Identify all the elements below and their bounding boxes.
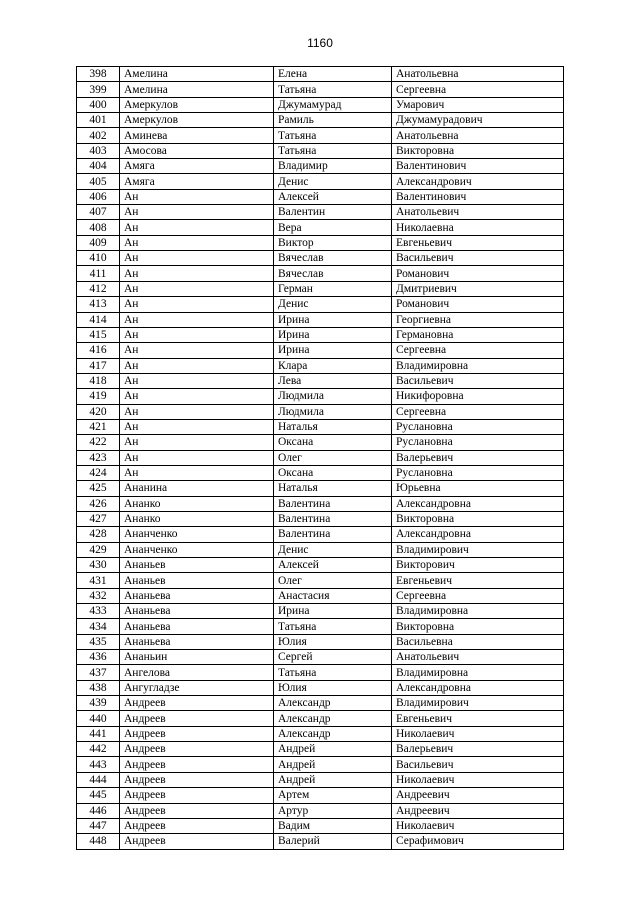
registry-rows (77, 67, 564, 850)
patronymic-cell: Николаевна (392, 220, 564, 235)
row-number-cell: 431 (77, 573, 120, 588)
row-number-cell: 407 (77, 205, 120, 220)
table-row (77, 67, 564, 82)
row-number-cell: 419 (77, 389, 120, 404)
patronymic-cell: Сергеевна (392, 343, 564, 358)
table-row (77, 757, 564, 772)
first-name-cell: Александр (274, 696, 392, 711)
row-number-cell: 406 (77, 189, 120, 204)
first-name-cell: Вадим (274, 818, 392, 833)
table-row (77, 220, 564, 235)
table-row (77, 143, 564, 158)
row-number-cell: 441 (77, 726, 120, 741)
row-number-cell: 440 (77, 711, 120, 726)
row-number-cell: 403 (77, 143, 120, 158)
last-name-cell: Ан (120, 251, 274, 266)
first-name-cell: Юлия (274, 634, 392, 649)
row-number-cell: 410 (77, 251, 120, 266)
patronymic-cell: Анатольевна (392, 67, 564, 82)
table-row (77, 481, 564, 496)
last-name-cell: Ананьин (120, 650, 274, 665)
last-name-cell: Ананьев (120, 558, 274, 573)
row-number-cell: 412 (77, 281, 120, 296)
first-name-cell: Денис (274, 297, 392, 312)
first-name-cell: Артем (274, 788, 392, 803)
first-name-cell: Олег (274, 450, 392, 465)
table-row (77, 189, 564, 204)
last-name-cell: Ан (120, 435, 274, 450)
first-name-cell: Татьяна (274, 82, 392, 97)
row-number-cell: 422 (77, 435, 120, 450)
last-name-cell: Амяга (120, 159, 274, 174)
first-name-cell: Татьяна (274, 665, 392, 680)
patronymic-cell: Викторовна (392, 511, 564, 526)
first-name-cell: Денис (274, 542, 392, 557)
table-row (77, 435, 564, 450)
last-name-cell: Ананченко (120, 527, 274, 542)
first-name-cell: Наталья (274, 481, 392, 496)
table-row (77, 803, 564, 818)
patronymic-cell: Васильевич (392, 251, 564, 266)
patronymic-cell: Сергеевна (392, 588, 564, 603)
table-row (77, 680, 564, 695)
page-number: 1160 (307, 36, 333, 50)
patronymic-cell: Георгиевна (392, 312, 564, 327)
last-name-cell: Андреев (120, 711, 274, 726)
table-row (77, 465, 564, 480)
row-number-cell: 448 (77, 834, 120, 849)
patronymic-cell: Руслановна (392, 419, 564, 434)
row-number-cell: 433 (77, 604, 120, 619)
patronymic-cell: Валерьевич (392, 742, 564, 757)
patronymic-cell: Анатольевич (392, 650, 564, 665)
last-name-cell: Андреев (120, 742, 274, 757)
last-name-cell: Ан (120, 419, 274, 434)
row-number-cell: 436 (77, 650, 120, 665)
first-name-cell: Андрей (274, 742, 392, 757)
patronymic-cell: Васильевна (392, 634, 564, 649)
first-name-cell: Вячеслав (274, 266, 392, 281)
row-number-cell: 446 (77, 803, 120, 818)
first-name-cell: Елена (274, 67, 392, 82)
patronymic-cell: Владимирович (392, 542, 564, 557)
table-row (77, 343, 564, 358)
last-name-cell: Ананьева (120, 634, 274, 649)
table-row (77, 818, 564, 833)
last-name-cell: Андреев (120, 726, 274, 741)
table-row (77, 696, 564, 711)
row-number-cell: 423 (77, 450, 120, 465)
table-row (77, 373, 564, 388)
patronymic-cell: Романович (392, 266, 564, 281)
last-name-cell: Андреев (120, 772, 274, 787)
patronymic-cell: Викторович (392, 558, 564, 573)
last-name-cell: Ан (120, 450, 274, 465)
table-row (77, 281, 564, 296)
patronymic-cell: Юрьевна (392, 481, 564, 496)
row-number-cell: 425 (77, 481, 120, 496)
row-number-cell: 418 (77, 373, 120, 388)
table-row (77, 634, 564, 649)
table-row (77, 97, 564, 112)
row-number-cell: 447 (77, 818, 120, 833)
row-number-cell: 411 (77, 266, 120, 281)
first-name-cell: Татьяна (274, 619, 392, 634)
patronymic-cell: Владимирович (392, 696, 564, 711)
row-number-cell: 404 (77, 159, 120, 174)
patronymic-cell: Серафимович (392, 834, 564, 849)
table-row (77, 159, 564, 174)
first-name-cell: Татьяна (274, 128, 392, 143)
table-row (77, 327, 564, 342)
last-name-cell: Ан (120, 389, 274, 404)
table-row (77, 726, 564, 741)
table-row (77, 389, 564, 404)
patronymic-cell: Владимировна (392, 665, 564, 680)
row-number-cell: 408 (77, 220, 120, 235)
last-name-cell: Ан (120, 404, 274, 419)
patronymic-cell: Викторовна (392, 619, 564, 634)
first-name-cell: Артур (274, 803, 392, 818)
patronymic-cell: Романович (392, 297, 564, 312)
last-name-cell: Амяга (120, 174, 274, 189)
last-name-cell: Ангугладзе (120, 680, 274, 695)
first-name-cell: Татьяна (274, 143, 392, 158)
patronymic-cell: Владимировна (392, 358, 564, 373)
patronymic-cell: Джумамурадович (392, 113, 564, 128)
row-number-cell: 444 (77, 772, 120, 787)
table-row (77, 128, 564, 143)
first-name-cell: Джумамурад (274, 97, 392, 112)
row-number-cell: 430 (77, 558, 120, 573)
row-number-cell: 417 (77, 358, 120, 373)
last-name-cell: Андреев (120, 803, 274, 818)
last-name-cell: Ан (120, 312, 274, 327)
table-row (77, 174, 564, 189)
first-name-cell: Валерий (274, 834, 392, 849)
last-name-cell: Аминева (120, 128, 274, 143)
last-name-cell: Ананьева (120, 588, 274, 603)
first-name-cell: Алексей (274, 189, 392, 204)
patronymic-cell: Владимировна (392, 604, 564, 619)
last-name-cell: Ан (120, 327, 274, 342)
patronymic-cell: Сергеевна (392, 82, 564, 97)
last-name-cell: Ананьев (120, 573, 274, 588)
table-row (77, 312, 564, 327)
patronymic-cell: Германовна (392, 327, 564, 342)
row-number-cell: 400 (77, 97, 120, 112)
last-name-cell: Ананьева (120, 604, 274, 619)
patronymic-cell: Руслановна (392, 435, 564, 450)
patronymic-cell: Александровна (392, 527, 564, 542)
table-row (77, 82, 564, 97)
patronymic-cell: Евгеньевич (392, 711, 564, 726)
last-name-cell: Ананко (120, 511, 274, 526)
table-row (77, 619, 564, 634)
last-name-cell: Амелина (120, 67, 274, 82)
patronymic-cell: Андреевич (392, 803, 564, 818)
patronymic-cell: Руслановна (392, 465, 564, 480)
first-name-cell: Людмила (274, 389, 392, 404)
row-number-cell: 413 (77, 297, 120, 312)
last-name-cell: Ананченко (120, 542, 274, 557)
patronymic-cell: Васильевич (392, 757, 564, 772)
first-name-cell: Оксана (274, 465, 392, 480)
last-name-cell: Ананина (120, 481, 274, 496)
first-name-cell: Андрей (274, 772, 392, 787)
table-row (77, 542, 564, 557)
last-name-cell: Ан (120, 373, 274, 388)
table-row (77, 450, 564, 465)
table-row (77, 113, 564, 128)
patronymic-cell: Александровна (392, 680, 564, 695)
first-name-cell: Алексей (274, 558, 392, 573)
patronymic-cell: Андреевич (392, 788, 564, 803)
patronymic-cell: Валентинович (392, 159, 564, 174)
first-name-cell: Наталья (274, 419, 392, 434)
row-number-cell: 405 (77, 174, 120, 189)
table-row (77, 205, 564, 220)
first-name-cell: Клара (274, 358, 392, 373)
row-number-cell: 427 (77, 511, 120, 526)
first-name-cell: Ирина (274, 604, 392, 619)
patronymic-cell: Николаевич (392, 726, 564, 741)
row-number-cell: 415 (77, 327, 120, 342)
first-name-cell: Владимир (274, 159, 392, 174)
first-name-cell: Ирина (274, 312, 392, 327)
table-row (77, 358, 564, 373)
table-row (77, 665, 564, 680)
row-number-cell: 443 (77, 757, 120, 772)
row-number-cell: 401 (77, 113, 120, 128)
patronymic-cell: Валерьевич (392, 450, 564, 465)
last-name-cell: Ан (120, 358, 274, 373)
first-name-cell: Александр (274, 711, 392, 726)
row-number-cell: 398 (77, 67, 120, 82)
last-name-cell: Ан (120, 343, 274, 358)
table-row (77, 604, 564, 619)
table-row (77, 772, 564, 787)
row-number-cell: 409 (77, 235, 120, 250)
row-number-cell: 442 (77, 742, 120, 757)
table-row (77, 235, 564, 250)
row-number-cell: 432 (77, 588, 120, 603)
last-name-cell: Амеркулов (120, 113, 274, 128)
row-number-cell: 402 (77, 128, 120, 143)
last-name-cell: Ананьева (120, 619, 274, 634)
row-number-cell: 414 (77, 312, 120, 327)
first-name-cell: Олег (274, 573, 392, 588)
first-name-cell: Александр (274, 726, 392, 741)
patronymic-cell: Валентинович (392, 189, 564, 204)
table-row (77, 511, 564, 526)
first-name-cell: Виктор (274, 235, 392, 250)
last-name-cell: Андреев (120, 757, 274, 772)
last-name-cell: Амеркулов (120, 97, 274, 112)
table-row (77, 404, 564, 419)
patronymic-cell: Сергеевна (392, 404, 564, 419)
patronymic-cell: Анатольевич (392, 205, 564, 220)
table-row (77, 711, 564, 726)
first-name-cell: Людмила (274, 404, 392, 419)
last-name-cell: Ан (120, 205, 274, 220)
last-name-cell: Андреев (120, 696, 274, 711)
patronymic-cell: Евгеньевич (392, 235, 564, 250)
first-name-cell: Вера (274, 220, 392, 235)
last-name-cell: Ан (120, 189, 274, 204)
row-number-cell: 438 (77, 680, 120, 695)
table-row (77, 788, 564, 803)
last-name-cell: Ан (120, 465, 274, 480)
last-name-cell: Ан (120, 281, 274, 296)
last-name-cell: Андреев (120, 788, 274, 803)
patronymic-cell: Умарович (392, 97, 564, 112)
last-name-cell: Ан (120, 266, 274, 281)
table-row (77, 266, 564, 281)
table-row (77, 742, 564, 757)
last-name-cell: Ан (120, 235, 274, 250)
patronymic-cell: Александрович (392, 174, 564, 189)
row-number-cell: 420 (77, 404, 120, 419)
first-name-cell: Оксана (274, 435, 392, 450)
first-name-cell: Ирина (274, 327, 392, 342)
first-name-cell: Валентина (274, 496, 392, 511)
last-name-cell: Андреев (120, 818, 274, 833)
patronymic-cell: Никифоровна (392, 389, 564, 404)
table-row (77, 573, 564, 588)
table-row (77, 834, 564, 849)
table-row (77, 558, 564, 573)
row-number-cell: 437 (77, 665, 120, 680)
person-registry-table (76, 66, 564, 850)
first-name-cell: Валентина (274, 527, 392, 542)
row-number-cell: 429 (77, 542, 120, 557)
row-number-cell: 439 (77, 696, 120, 711)
last-name-cell: Амелина (120, 82, 274, 97)
table-row (77, 496, 564, 511)
patronymic-cell: Николаевич (392, 818, 564, 833)
first-name-cell: Денис (274, 174, 392, 189)
row-number-cell: 421 (77, 419, 120, 434)
row-number-cell: 424 (77, 465, 120, 480)
first-name-cell: Юлия (274, 680, 392, 695)
first-name-cell: Вячеслав (274, 251, 392, 266)
first-name-cell: Лева (274, 373, 392, 388)
patronymic-cell: Викторовна (392, 143, 564, 158)
last-name-cell: Ан (120, 297, 274, 312)
table-row (77, 588, 564, 603)
last-name-cell: Ан (120, 220, 274, 235)
patronymic-cell: Александровна (392, 496, 564, 511)
first-name-cell: Валентин (274, 205, 392, 220)
last-name-cell: Ананко (120, 496, 274, 511)
patronymic-cell: Николаевич (392, 772, 564, 787)
first-name-cell: Сергей (274, 650, 392, 665)
row-number-cell: 435 (77, 634, 120, 649)
row-number-cell: 434 (77, 619, 120, 634)
row-number-cell: 445 (77, 788, 120, 803)
row-number-cell: 426 (77, 496, 120, 511)
first-name-cell: Андрей (274, 757, 392, 772)
row-number-cell: 399 (77, 82, 120, 97)
table-row (77, 297, 564, 312)
table-row (77, 251, 564, 266)
table-row (77, 419, 564, 434)
row-number-cell: 428 (77, 527, 120, 542)
patronymic-cell: Дмитриевич (392, 281, 564, 296)
last-name-cell: Амосова (120, 143, 274, 158)
patronymic-cell: Анатольевна (392, 128, 564, 143)
last-name-cell: Ангелова (120, 665, 274, 680)
first-name-cell: Рамиль (274, 113, 392, 128)
patronymic-cell: Васильевич (392, 373, 564, 388)
first-name-cell: Анастасия (274, 588, 392, 603)
table-row (77, 650, 564, 665)
patronymic-cell: Евгеньевич (392, 573, 564, 588)
first-name-cell: Ирина (274, 343, 392, 358)
row-number-cell: 416 (77, 343, 120, 358)
table-row (77, 527, 564, 542)
first-name-cell: Валентина (274, 511, 392, 526)
first-name-cell: Герман (274, 281, 392, 296)
last-name-cell: Андреев (120, 834, 274, 849)
